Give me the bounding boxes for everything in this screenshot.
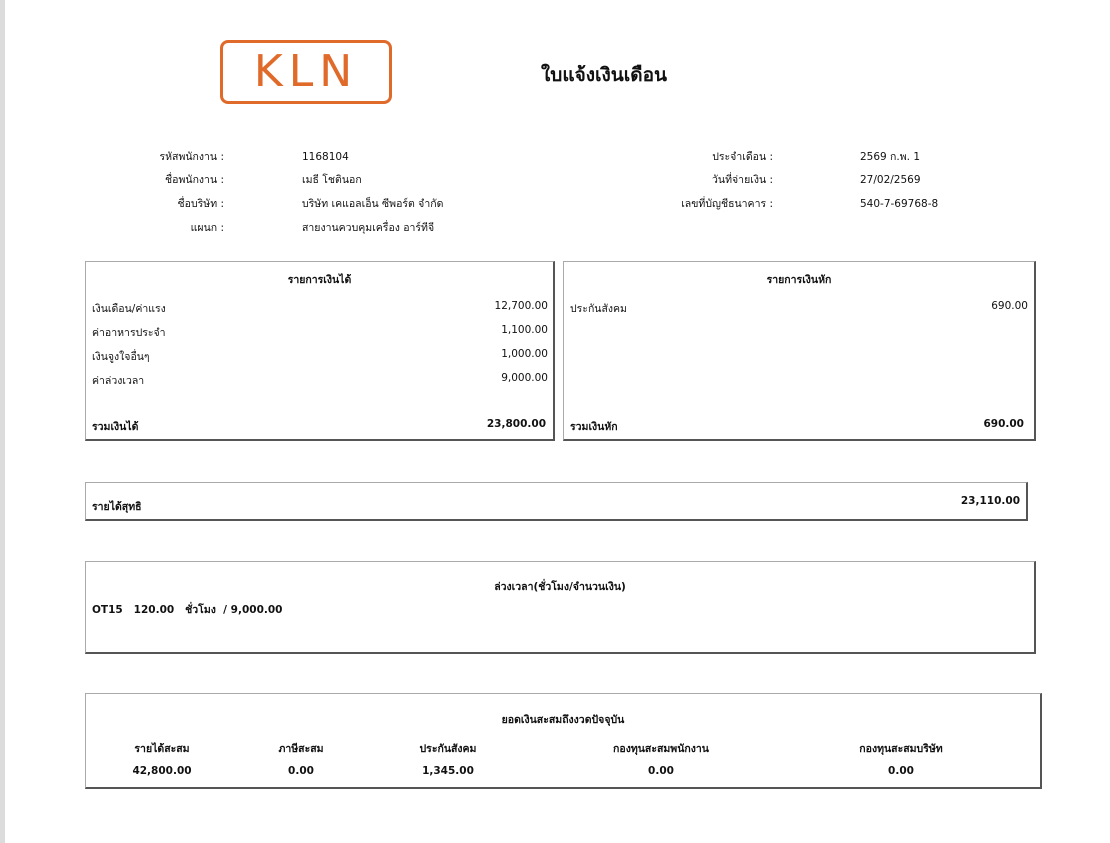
pay-month-label: ประจำเดือน : bbox=[712, 151, 773, 163]
earning-item-amount: 12,700.00 bbox=[494, 300, 548, 312]
pay-month-value: 2569 ก.พ. 1 bbox=[860, 151, 921, 163]
ytd-column-header: รายได้สะสม bbox=[134, 743, 190, 755]
department-value: สายงานควบคุมเครื่อง อาร์ทีจี bbox=[302, 222, 435, 234]
earnings-total-value: 23,800.00 bbox=[486, 418, 546, 430]
company-label: ชื่อบริษัท : bbox=[177, 198, 224, 210]
earning-item-amount: 1,000.00 bbox=[501, 348, 548, 360]
ytd-column-value: 0.00 bbox=[288, 765, 314, 777]
ytd-column-value: 0.00 bbox=[888, 765, 914, 777]
deductions-panel bbox=[563, 261, 1036, 441]
earnings-total-label: รวมเงินได้ bbox=[92, 421, 139, 433]
deductions-total-label: รวมเงินหัก bbox=[570, 421, 618, 433]
deduction-item-label: ประกันสังคม bbox=[570, 303, 627, 315]
earnings-header: รายการเงินได้ bbox=[287, 274, 352, 286]
earning-item-amount: 9,000.00 bbox=[501, 372, 548, 384]
earning-item-label: ค่าอาหารประจำ bbox=[92, 327, 166, 339]
net-income-label: รายได้สุทธิ bbox=[92, 501, 142, 513]
ytd-column-value: 1,345.00 bbox=[422, 765, 474, 777]
ytd-panel bbox=[85, 693, 1042, 789]
ytd-column-header: กองทุนสะสมบริษัท bbox=[859, 743, 943, 755]
ytd-column-header: ประกันสังคม bbox=[419, 743, 477, 755]
earning-item-amount: 1,100.00 bbox=[501, 324, 548, 336]
logo-text: KLN bbox=[253, 46, 359, 97]
earning-item-label: เงินจูงใจอื่นๆ bbox=[92, 351, 150, 363]
deductions-total-value: 690.00 bbox=[983, 418, 1024, 430]
overtime-detail: OT15 120.00 ชั่วโมง / 9,000.00 bbox=[92, 604, 283, 616]
pay-date-value: 27/02/2569 bbox=[860, 174, 921, 186]
deduction-item-amount: 690.00 bbox=[991, 300, 1028, 312]
kln-logo bbox=[220, 40, 392, 104]
department-label: แผนก : bbox=[190, 222, 224, 234]
overtime-panel bbox=[85, 561, 1036, 654]
earning-item-label: ค่าล่วงเวลา bbox=[92, 375, 145, 387]
bank-account-value: 540-7-69768-8 bbox=[860, 198, 939, 210]
document-title: ใบแจ้งเงินเดือน bbox=[541, 64, 667, 86]
page-gutter bbox=[0, 0, 5, 843]
overtime-header: ล่วงเวลา(ชั่วโมง/จำนวนเงิน) bbox=[494, 581, 626, 593]
net-income-panel bbox=[85, 482, 1028, 521]
employee-name-value: เมธี โชตินอก bbox=[302, 174, 362, 186]
ytd-column-header: ภาษีสะสม bbox=[278, 743, 324, 755]
pay-date-label: วันที่จ่ายเงิน : bbox=[712, 174, 773, 186]
company-value: บริษัท เคแอลเอ็น ซีพอร์ต จำกัด bbox=[302, 198, 444, 210]
employee-name-label: ชื่อพนักงาน : bbox=[165, 174, 224, 186]
earning-item-label: เงินเดือน/ค่าแรง bbox=[92, 303, 166, 315]
ytd-column-value: 0.00 bbox=[648, 765, 674, 777]
bank-account-label: เลขที่บัญชีธนาคาร : bbox=[681, 198, 773, 210]
ytd-column-value: 42,800.00 bbox=[132, 765, 192, 777]
earnings-panel bbox=[85, 261, 555, 441]
employee-id-label: รหัสพนักงาน : bbox=[159, 151, 224, 163]
net-income-value: 23,110.00 bbox=[960, 495, 1020, 507]
ytd-column-header: กองทุนสะสมพนักงาน bbox=[613, 743, 709, 755]
employee-id-value: 1168104 bbox=[302, 151, 349, 163]
ytd-header: ยอดเงินสะสมถึงงวดปัจจุบัน bbox=[501, 714, 625, 726]
deductions-header: รายการเงินหัก bbox=[766, 274, 832, 286]
